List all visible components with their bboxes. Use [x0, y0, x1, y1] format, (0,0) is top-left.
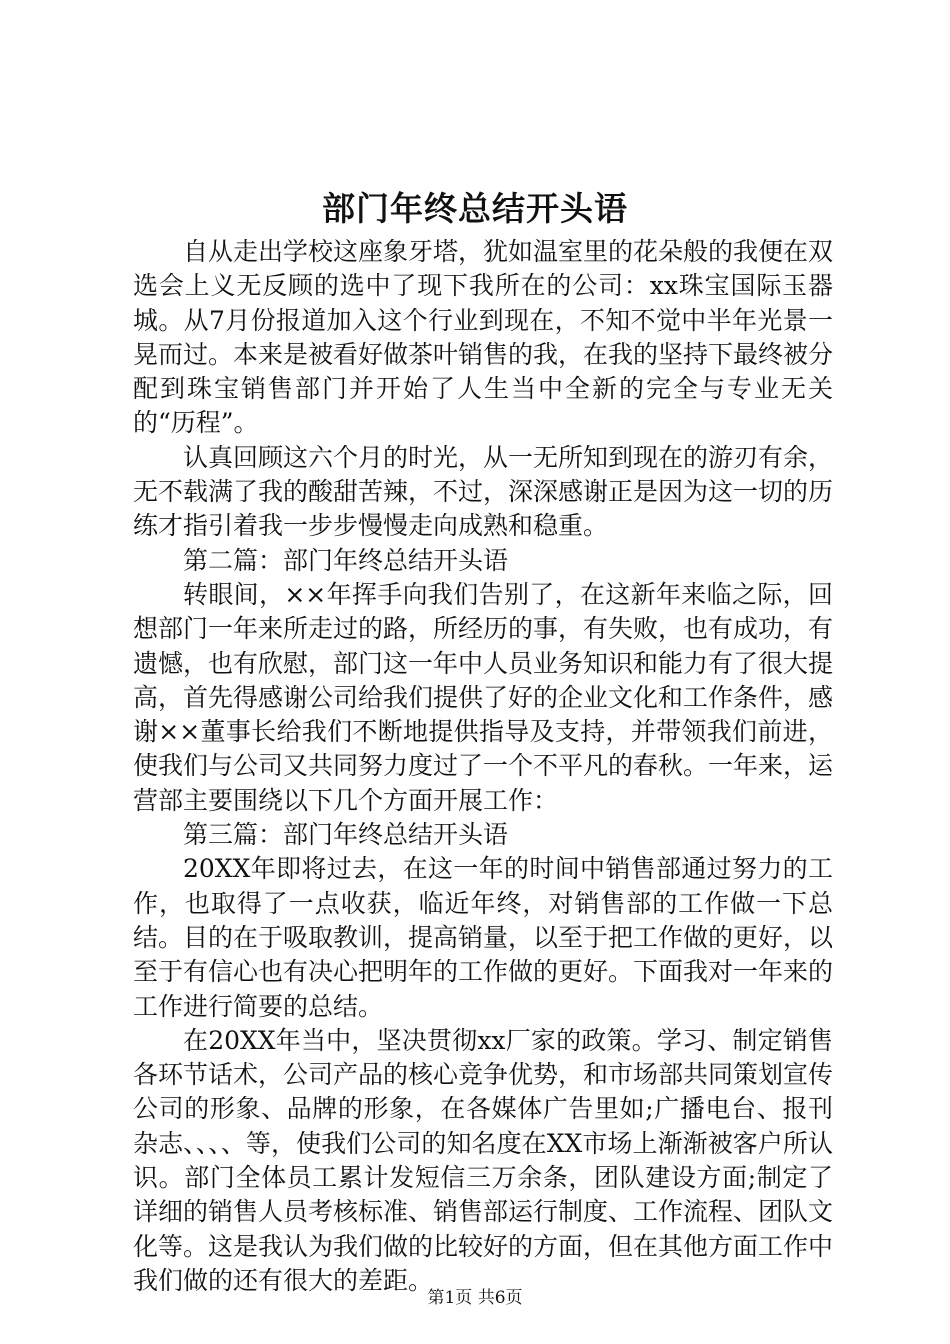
section-heading-3: 第三篇：部门年终总结开头语	[183, 820, 509, 850]
paragraph-3: 转眼间，××年挥手向我们告别了，在这新年来临之际，回想部门一年来所走过的路，所经历的事，有失败，也有成功，有遗憾，也有欣慰，部门这一年中人员业务知识和能力有了很大提高，首先得感谢公司给我们提供了好的企业文化和工作条件，感谢××董事长给我们不断地提供指导及支持，并带领我们前进，使我们与公司又共同努力度过了一个不平凡的春秋。一年来，运营部主要围绕以下几个方面开展工作：	[133, 579, 834, 815]
paragraph-5: 在20XX年当中，坚决贯彻xx厂家的政策。学习、制定销售各环节话术，公司产品的核心竞争优势，和市场部共同策划宣传公司的形象、品牌的形象，在各媒体广告里如;广播电台、报刊杂志、、、、等，使我们公司的知名度在XX市场上渐渐被客户所认识。部门全体员工累计发短信三万余条，团队建设方面;制定了详细的销售人员考核标准、销售部运行制度、工作流程、团队文化等。这是我认为我们做的比较好的方面，但在其他方面工作中我们做的还有很大的差距。	[133, 1025, 834, 1295]
paragraph-4: 20XX年即将过去，在这一年的时间中销售部通过努力的工作，也取得了一点收获，临近年终，对销售部的工作做一下总结。目的在于吸取教训，提高销量，以至于把工作做的更好，以至于有信心也有决心把明年的工作做的更好。下面我对一年来的工作进行简要的总结。	[133, 854, 834, 1021]
page-footer: 第1页 共6页	[427, 1288, 523, 1308]
paragraph-2: 认真回顾这六个月的时光，从一无所知到现在的游刃有余，无不载满了我的酸甜苦辣，不过，深深感谢正是因为这一切的历练才指引着我一步步慢慢走向成熟和稳重。	[133, 442, 834, 541]
paragraph-1: 自从走出学校这座象牙塔，犹如温室里的花朵般的我便在双选会上义无反顾的选中了现下我所在的公司：xx珠宝国际玉器城。从7月份报道加入这个行业到现在，不知不觉中半年光景一晃而过。本来是被看好做茶叶销售的我，在我的坚持下最终被分配到珠宝销售部门并开始了人生当中全新的完全与专业无关的“历程”。	[133, 237, 834, 438]
document-title: 部门年终总结开头语	[322, 189, 628, 228]
section-heading-2: 第二篇：部门年终总结开头语	[183, 545, 509, 575]
document-body	[133, 235, 833, 1298]
